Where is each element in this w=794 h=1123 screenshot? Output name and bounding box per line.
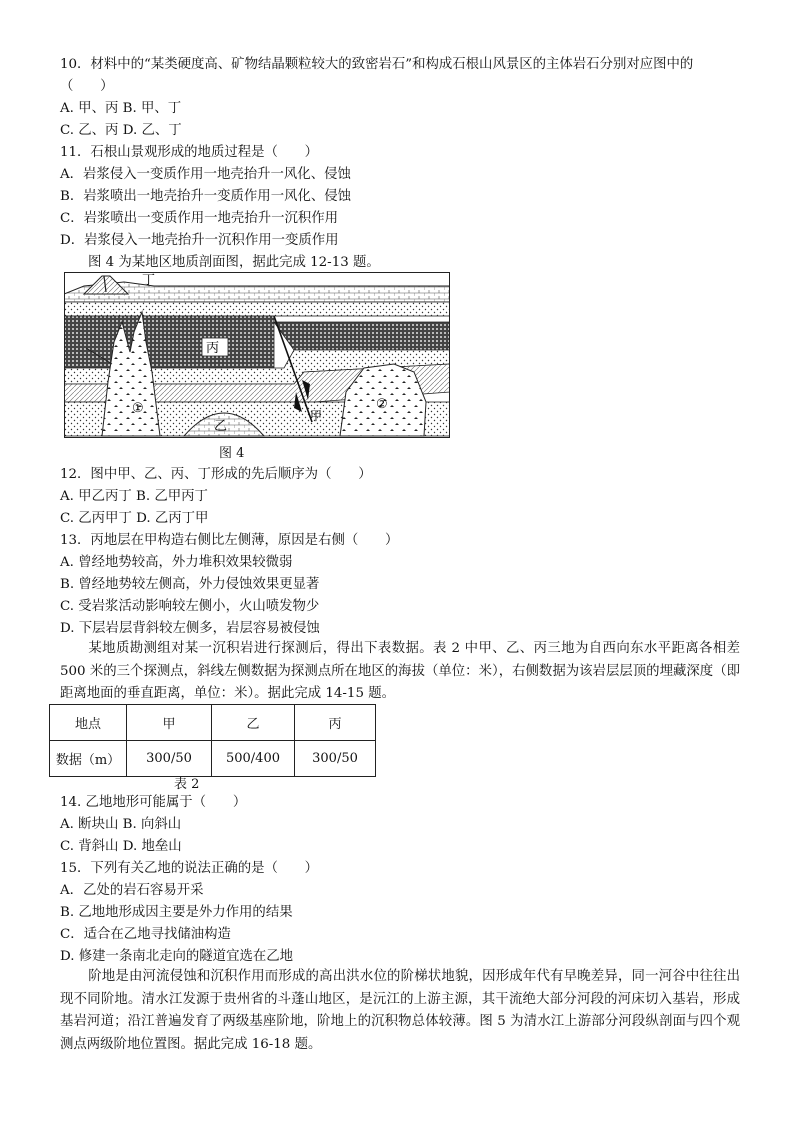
- terrace-paragraph: 阶地是由河流侵蚀和沉积作用而形成的高出洪水位的阶梯状地貌，因形成年代有早晚差异，同一河谷中往往出现不同阶地。清水江发源于贵州省的斗蓬山地区，是沅江的上游主源，其干流绝大部分河段的河床切入基岩，形成基岩河道；沿江普遍发育了两级基座阶地，阶地上的沉积物总体较薄。图 5 为清水江上游部分河段纵剖面与四个观测点两级阶地位置图。据此完成 16-18 题。: [60, 969, 740, 1052]
- q11-stem: 11．石根山景观形成的地质过程是（ ）: [60, 145, 319, 160]
- label-jia: 甲: [310, 409, 323, 423]
- label-two: ②: [376, 397, 388, 412]
- geologic-section-figure: [64, 272, 450, 438]
- q13-option-b: B. 曾经地势较左侧高，外力侵蚀效果更显著: [60, 577, 320, 592]
- label-one: ①: [132, 401, 144, 416]
- data-table: [49, 704, 376, 777]
- table-header-row: [50, 705, 376, 741]
- q12-stem: 12．图中甲、乙、丙、丁形成的先后顺序为（ ）: [60, 467, 372, 482]
- fig4-intro: 图 4 为某地区地质剖面图，据此完成 12-13 题。: [88, 255, 380, 270]
- q10-stem: 10．材料中的“某类硬度高、矿物结晶颗粒较大的致密岩石”和构成石根山风景区的主体岩石分别对应图中的: [60, 57, 694, 72]
- q10-paren: （ ）: [60, 79, 114, 94]
- q15-stem: 15．下列有关乙地的说法正确的是（ ）: [60, 861, 319, 876]
- q13-option-d: D. 下层岩层背斜较左侧多，岩层容易被侵蚀: [60, 621, 320, 636]
- fig4-caption: 图 4: [219, 446, 245, 461]
- table-cell: 500/400: [212, 741, 295, 777]
- label-bing: 丙: [206, 341, 220, 356]
- table-cell: 数据（m）: [50, 741, 127, 777]
- q12-option-ab: A. 甲乙丙丁 B. 乙甲丙丁: [60, 489, 208, 504]
- table-cell: 300/50: [127, 741, 212, 777]
- table-header-cell: 乙: [212, 705, 295, 741]
- q10-option-ab: A. 甲、丙 B. 甲、丁: [60, 101, 182, 116]
- q13-stem: 13．丙地层在甲构造右侧比左侧薄，原因是右侧（ ）: [60, 533, 399, 548]
- q13-option-c: C. 受岩浆活动影响较左侧小，火山喷发物少: [60, 599, 320, 614]
- q15-option-d: D. 修建一条南北走向的隧道宜选在乙地: [60, 949, 294, 964]
- table-header-cell: 甲: [127, 705, 212, 741]
- q15-option-c: C．适合在乙地寻找储油构造: [60, 927, 231, 942]
- table-header-cell: 丙: [295, 705, 376, 741]
- q11-option-a: A．岩浆侵入一变质作用一地壳抬升一风化、侵蚀: [60, 167, 351, 182]
- table-cell: 300/50: [295, 741, 376, 777]
- q15-option-a: A．乙处的岩石容易开采: [60, 883, 204, 898]
- label-yi: 乙: [214, 419, 228, 434]
- q14-option-ab: A. 断块山 B. 向斜山: [60, 817, 182, 832]
- q14-stem: 14. 乙地地形可能属于（ ）: [60, 795, 247, 810]
- table-header-cell: 地点: [50, 705, 127, 741]
- label-ding: 丁: [142, 273, 156, 288]
- q12-option-cd: C. 乙丙甲丁 D. 乙丙丁甲: [60, 511, 209, 526]
- q13-option-a: A. 曾经地势较高，外力堆积效果较微弱: [60, 555, 293, 570]
- q10-option-cd: C. 乙、丙 D. 乙、丁: [60, 123, 182, 138]
- table-row: [50, 741, 376, 777]
- q14-option-cd: C. 背斜山 D. 地垒山: [60, 839, 182, 854]
- table-intro-paragraph: 某地质勘测组对某一沉积岩进行探测后，得出下表数据。表 2 中甲、乙、丙三地为自西向东水平距离各相差 500 米的三个探测点，斜线左侧数据为探测点所在地区的海拔（单位：米），右侧数据为该岩层层顶的埋藏深度（即距离地面的垂直距离，单位：米）。据此完成 14-15 题。: [60, 641, 740, 701]
- table2-caption: 表 2: [174, 777, 200, 792]
- q11-option-d: D．岩浆侵入一地壳抬升一沉积作用一变质作用: [60, 233, 339, 248]
- q11-option-c: C．岩浆喷出一变质作用一地壳抬升一沉积作用: [60, 211, 339, 226]
- q15-option-b: B. 乙地地形成因主要是外力作用的结果: [60, 905, 293, 920]
- q11-option-b: B．岩浆喷出一地壳抬升一变质作用一风化、侵蚀: [60, 189, 352, 204]
